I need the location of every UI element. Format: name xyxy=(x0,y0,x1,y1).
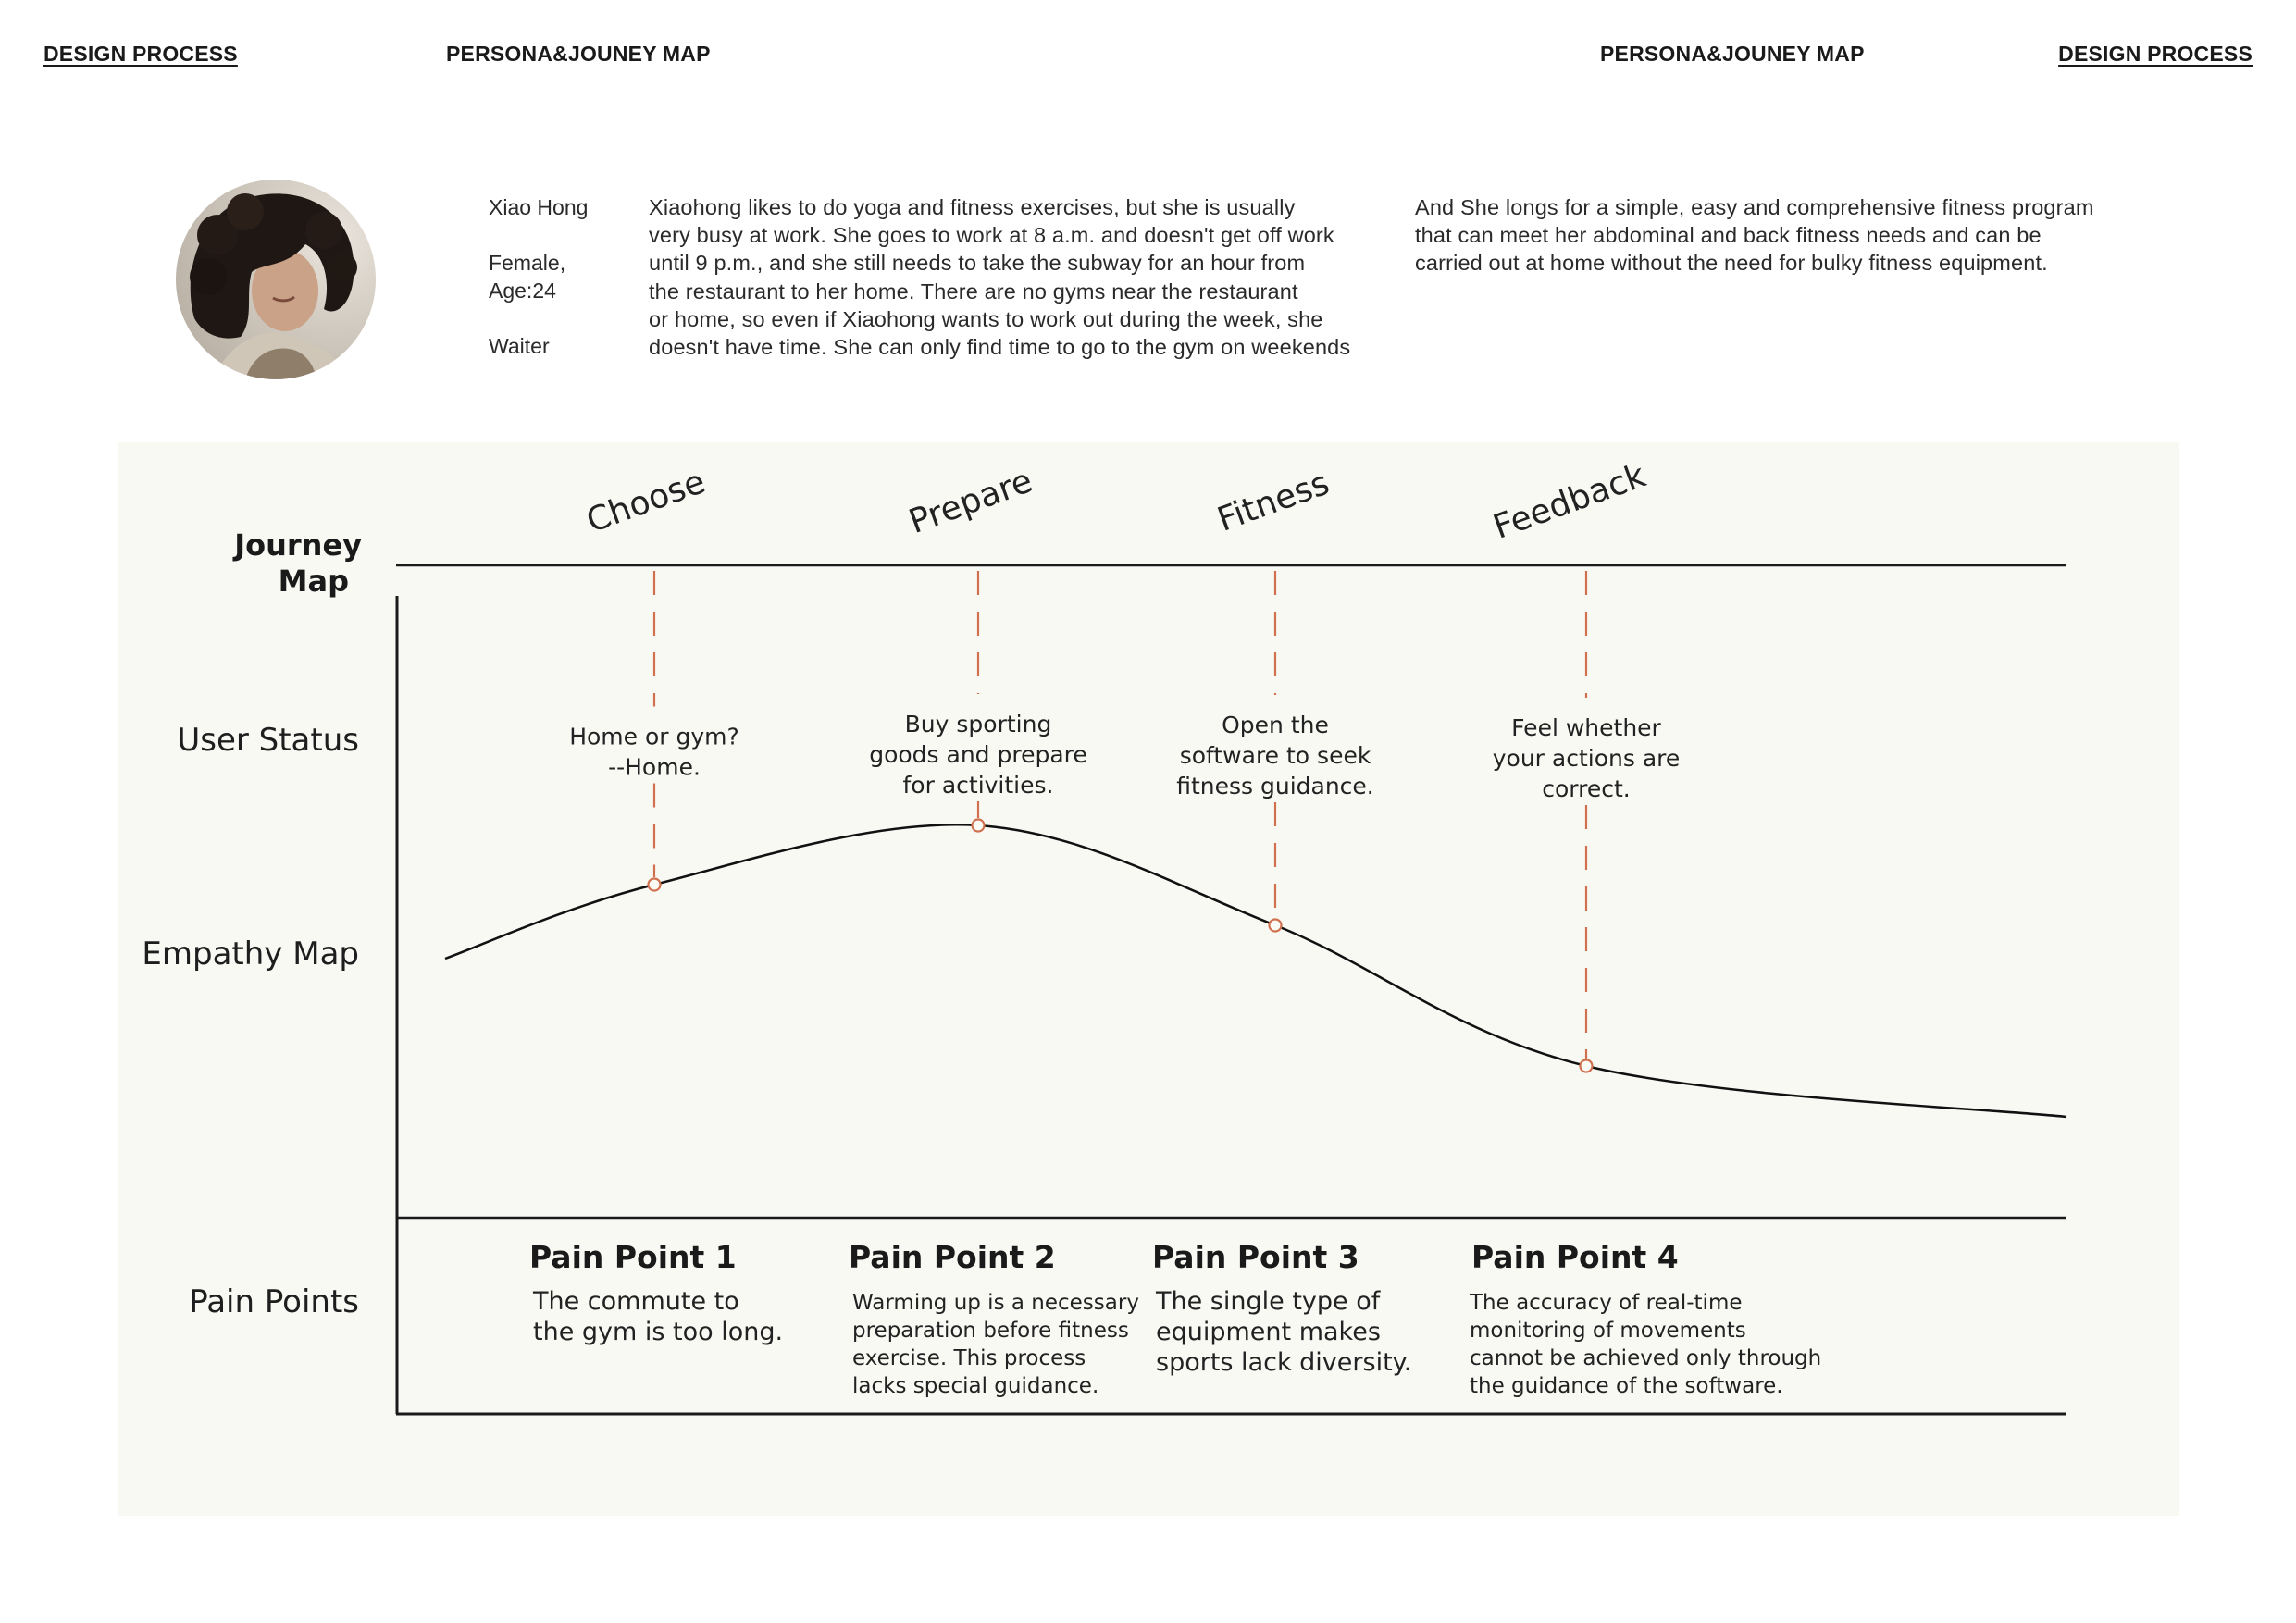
user-status-text: Home or gym? xyxy=(569,723,739,750)
persona-gender: Female, xyxy=(489,251,566,275)
description-line: Xiaohong likes to do yoga and fitness exercises, but she is usually xyxy=(649,195,1296,219)
pain-point-text: The single type of xyxy=(1156,1287,1381,1316)
page-title-left: PERSONA&JOUNEY MAP xyxy=(446,42,711,66)
description-line: or home, so even if Xiaohong wants to work out during the week, she xyxy=(649,306,1323,331)
empathy-point-choose xyxy=(649,879,661,891)
need-line: that can meet her abdominal and back fitness needs and can be xyxy=(1415,223,2042,248)
pain-point-title: Pain Point 3 xyxy=(1152,1239,1359,1275)
row-label-pain-points: Pain Points xyxy=(189,1283,359,1320)
description-line: until 9 p.m., and she still needs to take the subway for an hour from xyxy=(649,251,1306,276)
user-status-text: Buy sporting xyxy=(904,711,1052,737)
pain-point-text: lacks special guidance. xyxy=(852,1374,1099,1398)
pain-point-text: the gym is too long. xyxy=(533,1318,784,1346)
user-status-text: correct. xyxy=(1542,775,1631,802)
pain-point-text: sports lack diversity. xyxy=(1156,1348,1412,1377)
journey-map-title-line1: Journey xyxy=(234,527,362,563)
user-status-text: goods and prepare xyxy=(869,741,1087,768)
persona-age: Age:24 xyxy=(489,279,556,303)
pain-point-text: monitoring of movements xyxy=(1470,1319,1746,1343)
pain-point-text: cannot be achieved only through xyxy=(1470,1346,1822,1370)
empathy-curve xyxy=(445,824,2066,1117)
row-label-user-status: User Status xyxy=(177,722,359,759)
user-status-text: your actions are xyxy=(1492,745,1681,772)
user-status-text: Feel whether xyxy=(1511,714,1661,741)
need-line: carried out at home without the need for bulky fitness equipment. xyxy=(1415,251,2048,276)
pain-point-text: preparation before fitness xyxy=(852,1319,1129,1343)
pain-point-text: Warming up is a necessary xyxy=(852,1291,1139,1315)
section-label-design-process-right: DESIGN PROCESS xyxy=(2058,42,2253,66)
user-status-text: --Home. xyxy=(608,753,701,781)
pain-point-text: The commute to xyxy=(533,1287,739,1316)
description-line: the restaurant to her home. There are no gyms near the restaurant xyxy=(649,279,1298,304)
pain-point-title: Pain Point 2 xyxy=(849,1239,1056,1275)
row-label-empathy-map: Empathy Map xyxy=(142,935,359,973)
page-title-right: PERSONA&JOUNEY MAP xyxy=(1600,42,1865,66)
empathy-point-feedback xyxy=(1581,1060,1593,1072)
journey-map-title-line2: Map xyxy=(278,564,349,599)
pain-point-text: The accuracy of real-time xyxy=(1470,1291,1743,1315)
pain-point-title: Pain Point 1 xyxy=(529,1239,737,1275)
pain-point-text: exercise. This process xyxy=(852,1346,1086,1370)
persona-occupation: Waiter xyxy=(489,334,550,358)
need-line: And She longs for a simple, easy and comprehensive fitness program xyxy=(1415,195,2094,219)
user-status-text: Open the xyxy=(1222,712,1329,738)
section-label-design-process: DESIGN PROCESS xyxy=(43,42,238,66)
pain-point-text: equipment makes xyxy=(1156,1318,1381,1346)
user-status-text: software to seek xyxy=(1179,742,1371,769)
user-status-text: fitness guidance. xyxy=(1176,773,1374,799)
stage-label-feedback: Feedback xyxy=(1488,456,1651,547)
description-line: very busy at work. She goes to work at 8 a.m. and doesn't get off work xyxy=(649,223,1334,248)
stage-label-choose: Choose xyxy=(581,463,711,541)
description-line: doesn't have time. She can only find time to go to the gym on weekends xyxy=(649,335,1351,360)
persona-name: Xiao Hong xyxy=(489,195,589,219)
empathy-point-fitness xyxy=(1270,920,1282,932)
pain-point-text: the guidance of the software. xyxy=(1470,1374,1783,1398)
stage-label-fitness: Fitness xyxy=(1212,464,1334,539)
empathy-point-prepare xyxy=(973,820,985,832)
pain-point-title: Pain Point 4 xyxy=(1471,1239,1679,1275)
stage-label-prepare: Prepare xyxy=(904,462,1038,542)
user-status-text: for activities. xyxy=(902,772,1054,799)
